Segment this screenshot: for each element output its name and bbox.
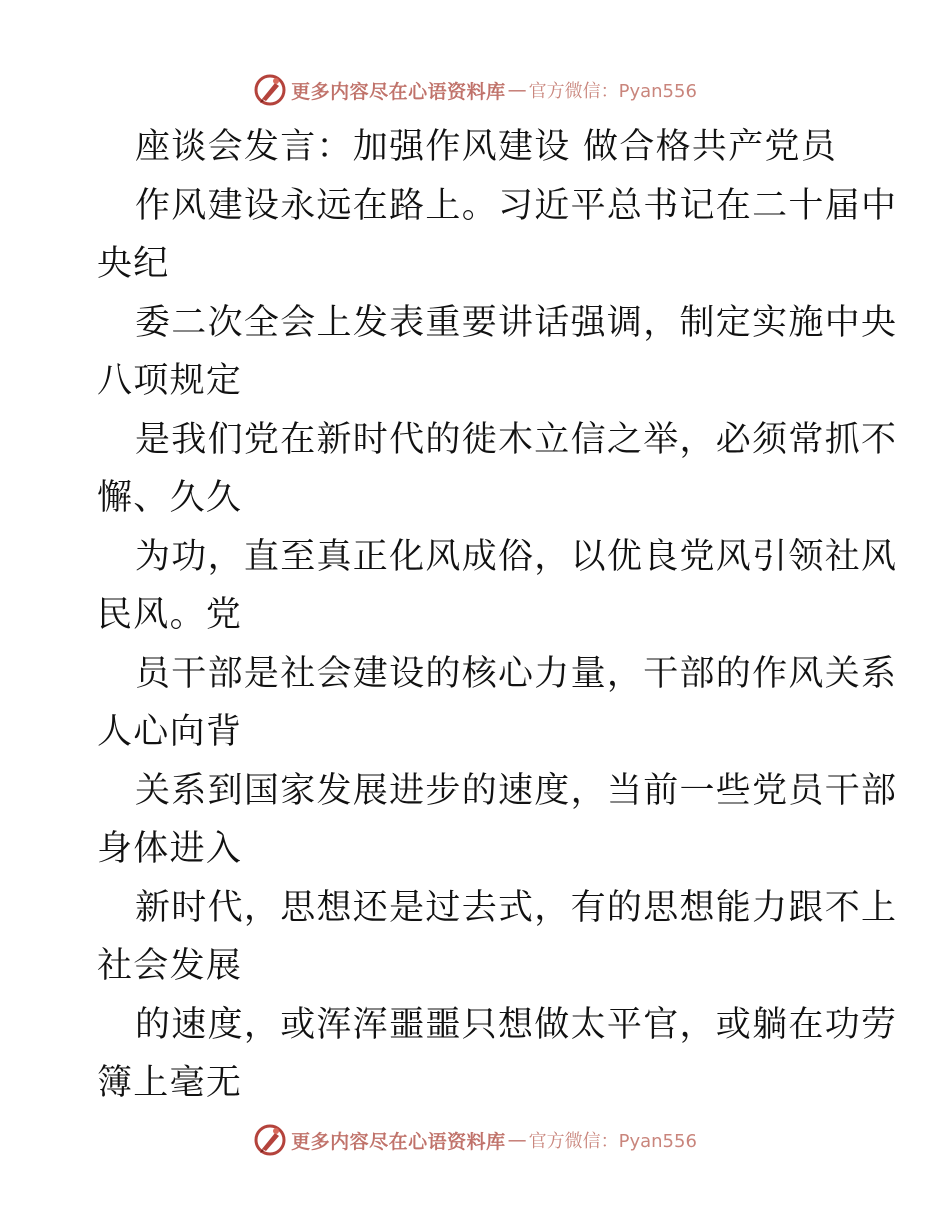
document-body <box>97 118 897 1113</box>
text-line: 身体进入 <box>97 829 243 869</box>
text-line: 簿上毫无 <box>97 1063 243 1103</box>
footer-banner <box>0 1120 950 1160</box>
text-line: 人心向背 <box>97 712 243 752</box>
text-line: 八项规定 <box>97 361 243 401</box>
text-line: 委二次全会上发表重要讲话强调，制定实施中央 <box>135 302 898 343</box>
header-separator: — <box>507 79 527 101</box>
footer-brand-text: 更多内容尽在心语资料库 <box>291 1130 506 1153</box>
text-line: 是我们党在新时代的徙木立信之举，必须常抓不 <box>135 419 898 460</box>
text-line: 员干部是社会建设的核心力量，干部的作风关系 <box>135 653 898 694</box>
pen-logo-icon <box>253 1123 287 1157</box>
footer-contact-text: 官方微信：Pyan556 <box>528 1131 697 1152</box>
text-line: 民风。党 <box>97 595 243 635</box>
text-line: 关系到国家发展进步的速度，当前一些党员干部 <box>135 770 898 811</box>
header-banner <box>0 70 950 110</box>
text-line: 懈、久久 <box>97 478 243 518</box>
pen-logo-icon <box>253 73 287 107</box>
header-brand-text: 更多内容尽在心语资料库 <box>291 80 506 103</box>
text-line: 为功，直至真正化风成俗，以优良党风引领社风 <box>135 536 898 577</box>
text-line: 社会发展 <box>97 946 243 986</box>
text-line: 新时代，思想还是过去式，有的思想能力跟不上 <box>135 887 898 928</box>
footer-separator: — <box>507 1129 527 1151</box>
text-line: 作风建设永远在路上。习近平总书记在二十届中 <box>135 185 898 226</box>
text-line: 的速度，或浑浑噩噩只想做太平官，或躺在功劳 <box>135 1004 898 1045</box>
text-line: 央纪 <box>97 244 170 284</box>
header-contact-text: 官方微信：Pyan556 <box>528 81 697 102</box>
document-title: 座谈会发言：加强作风建设 做合格共产党员 <box>135 127 838 167</box>
